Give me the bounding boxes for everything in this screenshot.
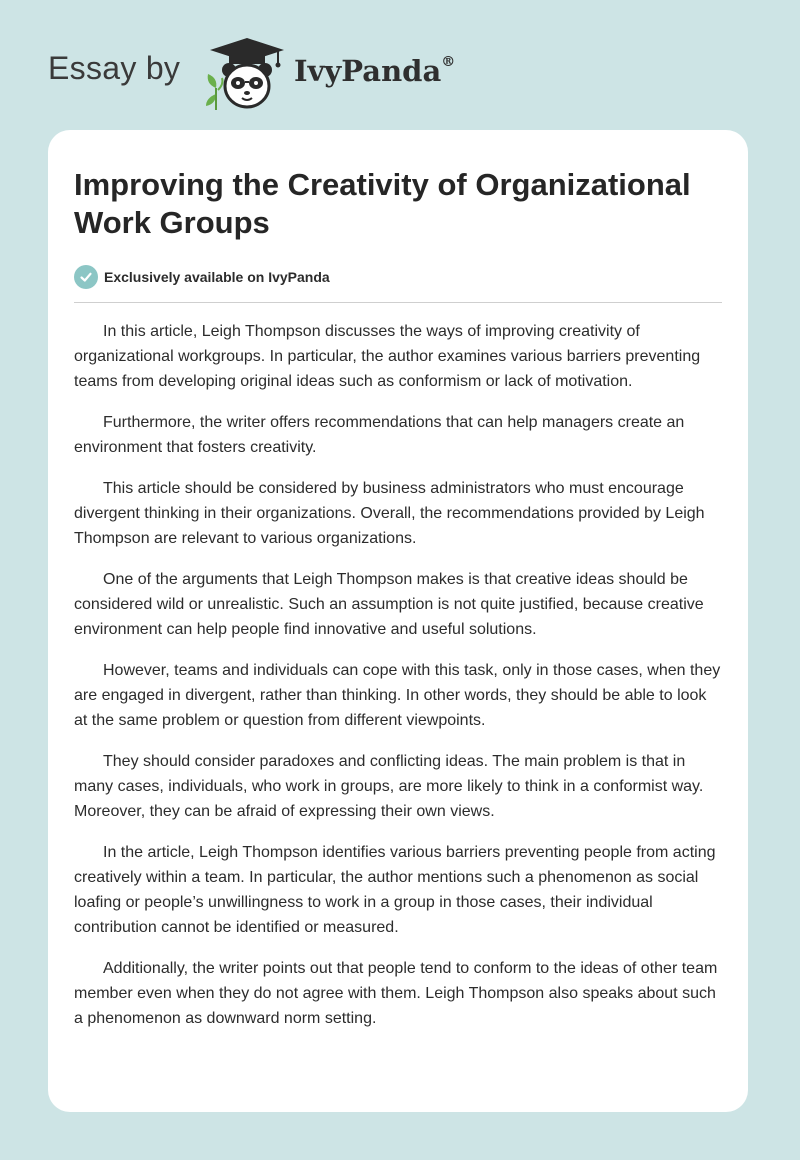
paragraph: They should consider paradoxes and conflicting ideas. The main problem is that in many cases, individuals, who work in groups, are more likely to think in a conformist way. Moreover, they can be afraid of expressing their own views. xyxy=(74,753,704,820)
divider xyxy=(74,302,722,303)
essay-card xyxy=(48,130,748,1112)
brand-text: IvyPanda xyxy=(294,54,442,88)
exclusive-badge xyxy=(74,264,330,290)
panda-logo-icon[interactable] xyxy=(202,34,292,112)
essay-by-label: Essay by xyxy=(48,50,181,86)
site-header xyxy=(48,30,548,112)
paragraph: One of the arguments that Leigh Thompson makes is that creative ideas should be considered wild or unrealistic. Such an assumption is not quite justified, because creative environment can help people find innovative and useful solutions. xyxy=(74,571,704,638)
page-title: Improving the Creativity of Organizational Work Groups xyxy=(74,167,691,240)
paragraph: This article should be considered by business administrators who must encourage divergent thinking in their organizations. Overall, the recommendations provided by Leigh Thompson are relevant to various organizations. xyxy=(74,480,705,547)
trademark-symbol: ® xyxy=(441,54,456,71)
paragraph: However, teams and individuals can cope with this task, only in those cases, when they are engaged in divergent, rather than thinking. In other words, they should be able to look at the same problem or question from different viewpoints. xyxy=(74,662,721,729)
paragraph: Additionally, the writer points out that people tend to conform to the ideas of other team member even when they do not agree with them. Leigh Thompson also speaks about such a phenomenon as downward norm setting. xyxy=(74,960,718,1027)
badge-label: Exclusively available on IvyPanda xyxy=(104,269,330,285)
article-body xyxy=(74,319,724,1047)
paragraph: Furthermore, the writer offers recommendations that can help managers create an environment that fosters creativity. xyxy=(74,414,685,456)
paragraph: In this article, Leigh Thompson discusses the ways of improving creativity of organizational workgroups. In particular, the author examines various barriers preventing teams from developing original ideas such as conformism or lack of motivation. xyxy=(74,323,701,390)
check-icon xyxy=(74,265,98,289)
brand-name[interactable] xyxy=(294,54,455,88)
paragraph: In the article, Leigh Thompson identifies various barriers preventing people from acting creatively within a team. In particular, the author mentions such a phenomenon as social loafing or people’s unwillingness to work in a group in those cases, their individual contribution cannot be identified or measured. xyxy=(74,844,716,936)
